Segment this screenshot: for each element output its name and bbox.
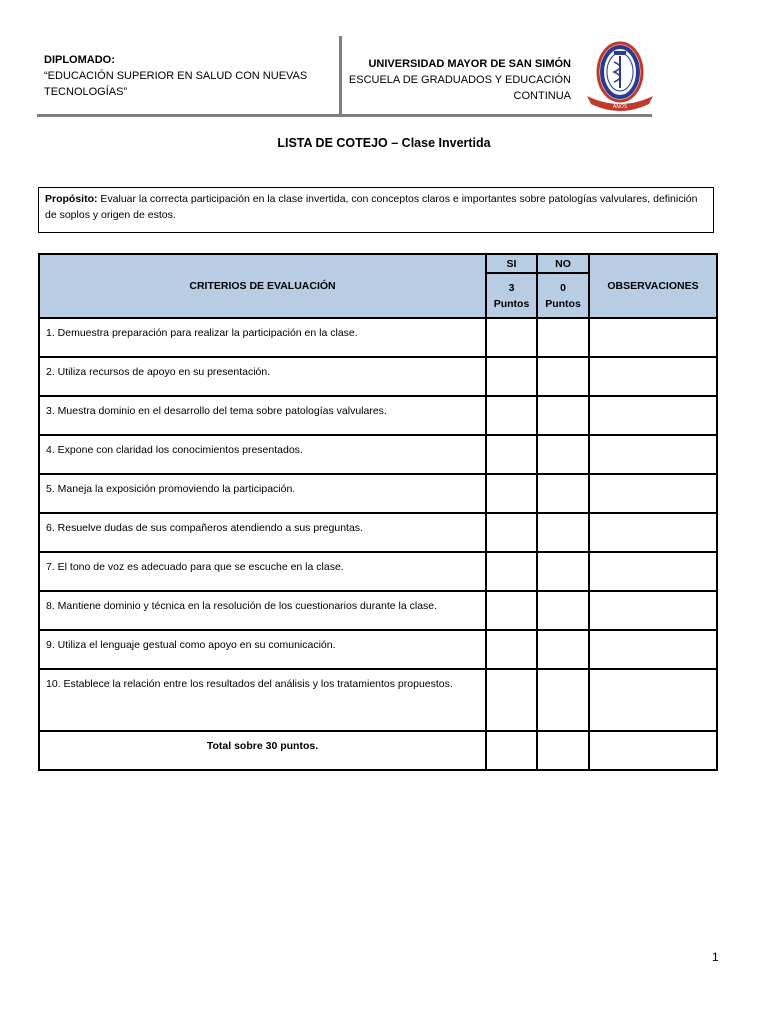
institution-block xyxy=(345,56,571,104)
criterion-text: 7. El tono de voz es adecuado para que se escuche en la clase. xyxy=(39,552,486,591)
no-checkbox-cell[interactable] xyxy=(537,630,589,669)
criterion-row xyxy=(39,552,717,591)
criterion-row xyxy=(39,396,717,435)
no-checkbox-cell[interactable] xyxy=(537,552,589,591)
observation-cell[interactable] xyxy=(589,435,717,474)
no-checkbox-cell[interactable] xyxy=(537,474,589,513)
criterion-row xyxy=(39,435,717,474)
no-checkbox-cell[interactable] xyxy=(537,318,589,357)
si-points-word: Puntos xyxy=(493,297,530,310)
criterion-text: 3. Muestra dominio en el desarrollo del tema sobre patologías valvulares. xyxy=(39,396,486,435)
criterion-text: 9. Utiliza el lenguaje gestual como apoyo en su comunicación. xyxy=(39,630,486,669)
observation-cell[interactable] xyxy=(589,513,717,552)
purpose-label: Propósito: xyxy=(45,193,98,205)
program-label: DIPLOMADO: xyxy=(44,54,115,66)
si-checkbox-cell[interactable] xyxy=(486,513,537,552)
criterion-row xyxy=(39,630,717,669)
observation-cell[interactable] xyxy=(589,396,717,435)
header-divider xyxy=(339,36,342,116)
criteria-header: CRITERIOS DE EVALUACIÓN xyxy=(39,254,486,318)
page-number: 1 xyxy=(712,950,719,964)
si-checkbox-cell[interactable] xyxy=(486,435,537,474)
observation-cell[interactable] xyxy=(589,669,717,731)
no-points-word: Puntos xyxy=(545,297,581,310)
si-checkbox-cell[interactable] xyxy=(486,474,537,513)
observation-cell[interactable] xyxy=(589,591,717,630)
criterion-row xyxy=(39,591,717,630)
si-checkbox-cell[interactable] xyxy=(486,630,537,669)
document-title: LISTA DE COTEJO – Clase Invertida xyxy=(277,136,491,150)
school-name: ESCUELA DE GRADUADOS Y EDUCACIÓN CONTINUA xyxy=(348,74,571,102)
purpose-text: Evaluar la correcta participación en la clase invertida, con conceptos claros e importantes sobre patologías valvulares, definición de soplos y origen de estos. xyxy=(45,193,698,221)
logo-ribbon-text: AÑOS xyxy=(612,104,628,110)
header-rule xyxy=(37,114,652,117)
si-checkbox-cell[interactable] xyxy=(486,357,537,396)
criterion-row xyxy=(39,357,717,396)
observation-cell[interactable] xyxy=(589,552,717,591)
checklist-table xyxy=(38,253,718,771)
no-checkbox-cell[interactable] xyxy=(537,435,589,474)
no-checkbox-cell[interactable] xyxy=(537,591,589,630)
criterion-row xyxy=(39,318,717,357)
total-observation-cell[interactable] xyxy=(589,731,717,770)
si-checkbox-cell[interactable] xyxy=(486,318,537,357)
si-header: SI xyxy=(486,254,537,273)
criterion-text: 6. Resuelve dudas de sus compañeros atendiendo a sus preguntas. xyxy=(39,513,486,552)
si-checkbox-cell[interactable] xyxy=(486,552,537,591)
si-total-cell[interactable] xyxy=(486,731,537,770)
observation-cell[interactable] xyxy=(589,318,717,357)
observation-cell[interactable] xyxy=(589,630,717,669)
criterion-text: 4. Expone con claridad los conocimientos presentados. xyxy=(39,435,486,474)
total-row xyxy=(39,731,717,770)
no-checkbox-cell[interactable] xyxy=(537,513,589,552)
no-points-header xyxy=(537,273,589,318)
observation-cell[interactable] xyxy=(589,357,717,396)
si-checkbox-cell[interactable] xyxy=(486,591,537,630)
si-checkbox-cell[interactable] xyxy=(486,669,537,731)
criterion-text: 8. Mantiene dominio y técnica en la resolución de los cuestionarios durante la clase. xyxy=(39,591,486,630)
si-points-value: 3 xyxy=(508,281,515,294)
criterion-text: 10. Establece la relación entre los resultados del análisis y los tratamientos propuestos. xyxy=(39,669,486,731)
criterion-row xyxy=(39,669,717,731)
total-label: Total sobre 30 puntos. xyxy=(39,731,486,770)
criterion-text: 2. Utiliza recursos de apoyo en su presentación. xyxy=(39,357,486,396)
purpose-box xyxy=(38,187,714,233)
no-checkbox-cell[interactable] xyxy=(537,357,589,396)
criterion-row xyxy=(39,513,717,552)
university-seal-logo xyxy=(583,38,659,114)
no-points-value: 0 xyxy=(560,281,566,294)
observations-header: OBSERVACIONES xyxy=(589,254,717,318)
criterion-row xyxy=(39,474,717,513)
no-total-cell[interactable] xyxy=(537,731,589,770)
no-header: NO xyxy=(537,254,589,273)
observation-cell[interactable] xyxy=(589,474,717,513)
no-checkbox-cell[interactable] xyxy=(537,396,589,435)
si-checkbox-cell[interactable] xyxy=(486,396,537,435)
si-points-header xyxy=(486,273,537,318)
program-block xyxy=(44,52,334,100)
no-checkbox-cell[interactable] xyxy=(537,669,589,731)
university-name: UNIVERSIDAD MAYOR DE SAN SIMÓN xyxy=(368,58,571,70)
criterion-text: 5. Maneja la exposición promoviendo la participación. xyxy=(39,474,486,513)
criterion-text: 1. Demuestra preparación para realizar la participación en la clase. xyxy=(39,318,486,357)
program-name: “EDUCACIÓN SUPERIOR EN SALUD CON NUEVAS TECNOLOGÍAS” xyxy=(44,70,308,98)
